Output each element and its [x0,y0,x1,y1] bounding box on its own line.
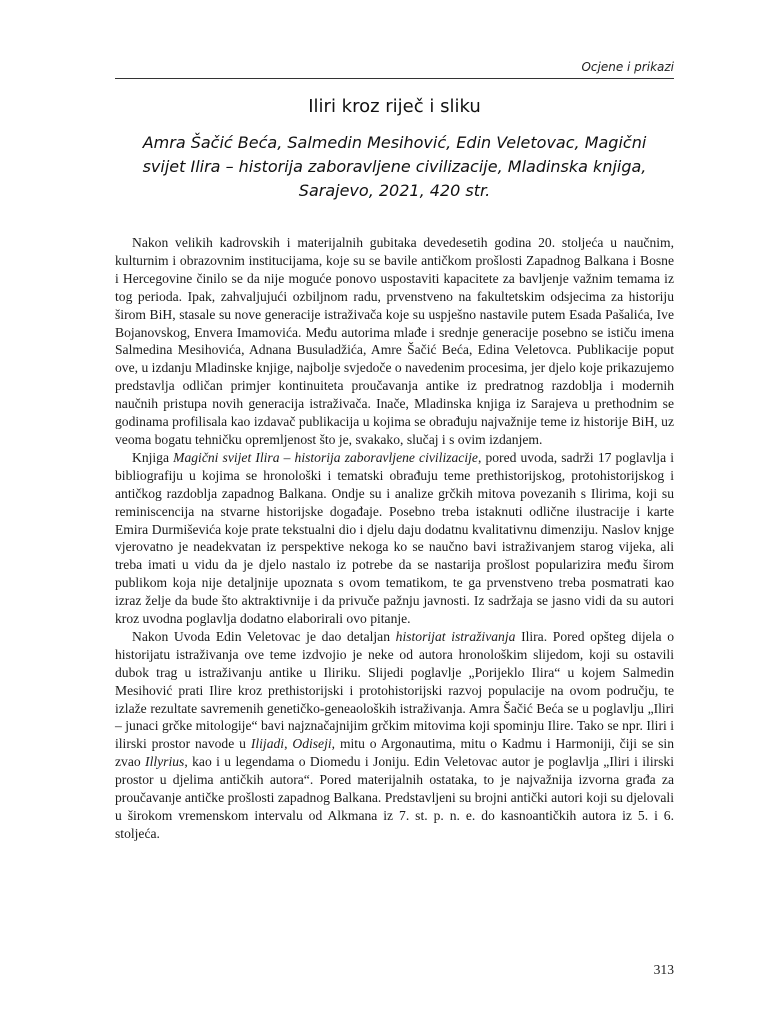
paragraph-2 [115,449,674,628]
p2-text-c: , pored uvoda, sadrži 17 poglavlja i bibliografiju u kojima se hronološki i tematski obrađuju teme prethistorijskog, protohistorijskog i antičkog razdoblja zapadnog Balkana. Ondje su i analize grčkih mitova povezanih s Ilirima, koji su reminiscencija na stvarne historijske događaje. Posebno treba istaknuti odlične ilustracije i karte Emira Durmiševića koje prate tekstualni dio i djelu daju dodatnu kvalitativnu dimenziju. Naslov knjge vjerovatno je neadekvatan iz perspektive nekoga ko se naučno bavi istraživanjem starog vijeka, ali treba imati u vidu da je djelo nastalo iz potrebe da se nastarija prošlost popularizira među širom publikom koja nije detaljnije upoznata s ovom tematikom, te ga prvenstveno treba posmatrati kao izraz želje da bude što aktraktivnije i da privuče pažnju javnosti. Iz sadržaja se jasno vidi da su autori kroz uvodna poglavlja dodatno elaborirali ovo pitanje. [115,449,674,627]
p2-text-a: Knjiga [132,449,174,465]
p3-text-g: , mitu o Argonautima, mitu o Kadmu i Harmoniji, čiji se sin zvao [115,736,674,770]
p3-text-i: , kao i u legendama o Diomedu i Joniju. Edin Veletovac autor je poglavlja „Iliri i ilirski prostor u djelima antičkih autora“. Pored materijalnih ostataka, to je najvažnija izvorna građa za proučavanje antičke prošlosti zapadnog Balkana. Predstavljeni su brojni antički autori koji su djelovali u širokom vremenskom intervalu od Alkmana iz 7. st. p. n. e. do kasnoantičkih autora iz 5. i 6. stoljeća. [115,754,674,841]
running-head: Ocjene i prikazi [581,60,674,74]
historijat-italic: historijat istraživanja [395,628,516,644]
odiseji-italic: Odiseji [292,736,332,752]
paragraph-1: Nakon velikih kadrovskih i materijalnih gubitaka devedesetih godina 20. stoljeća u naučnim, kulturnim i obrazovnim institucijama, koje su se bavile antičkom prošlosti Zapadnog Balkana i Bosne i Hercegovine činilo se da nije moguće ponovo uspostaviti kapacitete za bavljenje važnim temama iz tog perioda. Ipak, zahvaljujući ozbiljnom radu, prvenstveno na fakultetskim odsjecima za historiju širom BiH, stasale su nove generacije istraživača koje su uspješno nastavile putem Esada Pašalića, Ive Bojanovskog, Envera Imamovića. Među autorima mlađe i srednje generacije posebno se ističu imena Salmedina Mesihovića, Adnana Busuladžića, Amre Šačić Beća, Edina Veletovca. Publikacije poput ove, u izdanju Mladinske knjige, najbolje svjedoče o navedenim procesima, jer djelo koje prikazujemo predstavlja odličan primjer kontinuiteta proučavanja antike iz predratnog razdoblja i modernih naučnih pristupa novih generacija istraživača. Inače, Mladinska knjiga iz Sarajeva u prethodnim se godinama profilisala kao izdavač publikacija u kojima se obrađuju najvažnije teme iz historije BiH, uz veoma bogatu tehničku opremljenost što je, svakako, slučaj i s ovim izdanjem. [115,235,674,447]
header-rule [115,78,674,79]
ilijadi-italic: Ilijadi [250,736,285,752]
page-number: 313 [653,962,674,977]
paragraph-3 [115,628,674,843]
book-title-italic: Magični svijet Ilira – historija zaboravljene civilizacije [173,449,478,465]
p3-text-c: Ilira. Pored opšteg dijela o historijatu istraživanja ove teme izdvojio je neke od autora hronološkim slijedom, koji su ostavili dubok trag u istraživanju antike u Iliriku. Slijedi poglavlje „Porijeklo Ilira“ u kojem Salmedin Mesihović prati Ilire kroz prethistorijski i protohistorijski razvoj populacije na ovom području, te izlaže rezultate savremenih genetičko-geneaoloških istraživanja. Amra Šačić Beća se u poglavlju „Iliri – junaci grčke mitologije“ bavi najznačajnijim grčkim mitovima koji spominju Ilire. Tako se npr. Iliri i ilirski prostor navode u [115,628,674,752]
article-body [115,234,674,843]
article-subtitle: Amra Šačić Beća, Salmedin Mesihović, Edin Veletovac, Magični svijet Ilira – historija zaboravljene civilizacije, Mladinska knjiga, Sarajevo, 2021, 420 str. [142,133,647,200]
article-title: Iliri kroz riječ i sliku [308,96,481,117]
p3-text-a: Nakon Uvoda Edin Veletovac je dao detaljan [132,628,396,644]
p3-text-e: , [284,736,293,752]
illyrius-italic: Illyrius [145,754,185,770]
